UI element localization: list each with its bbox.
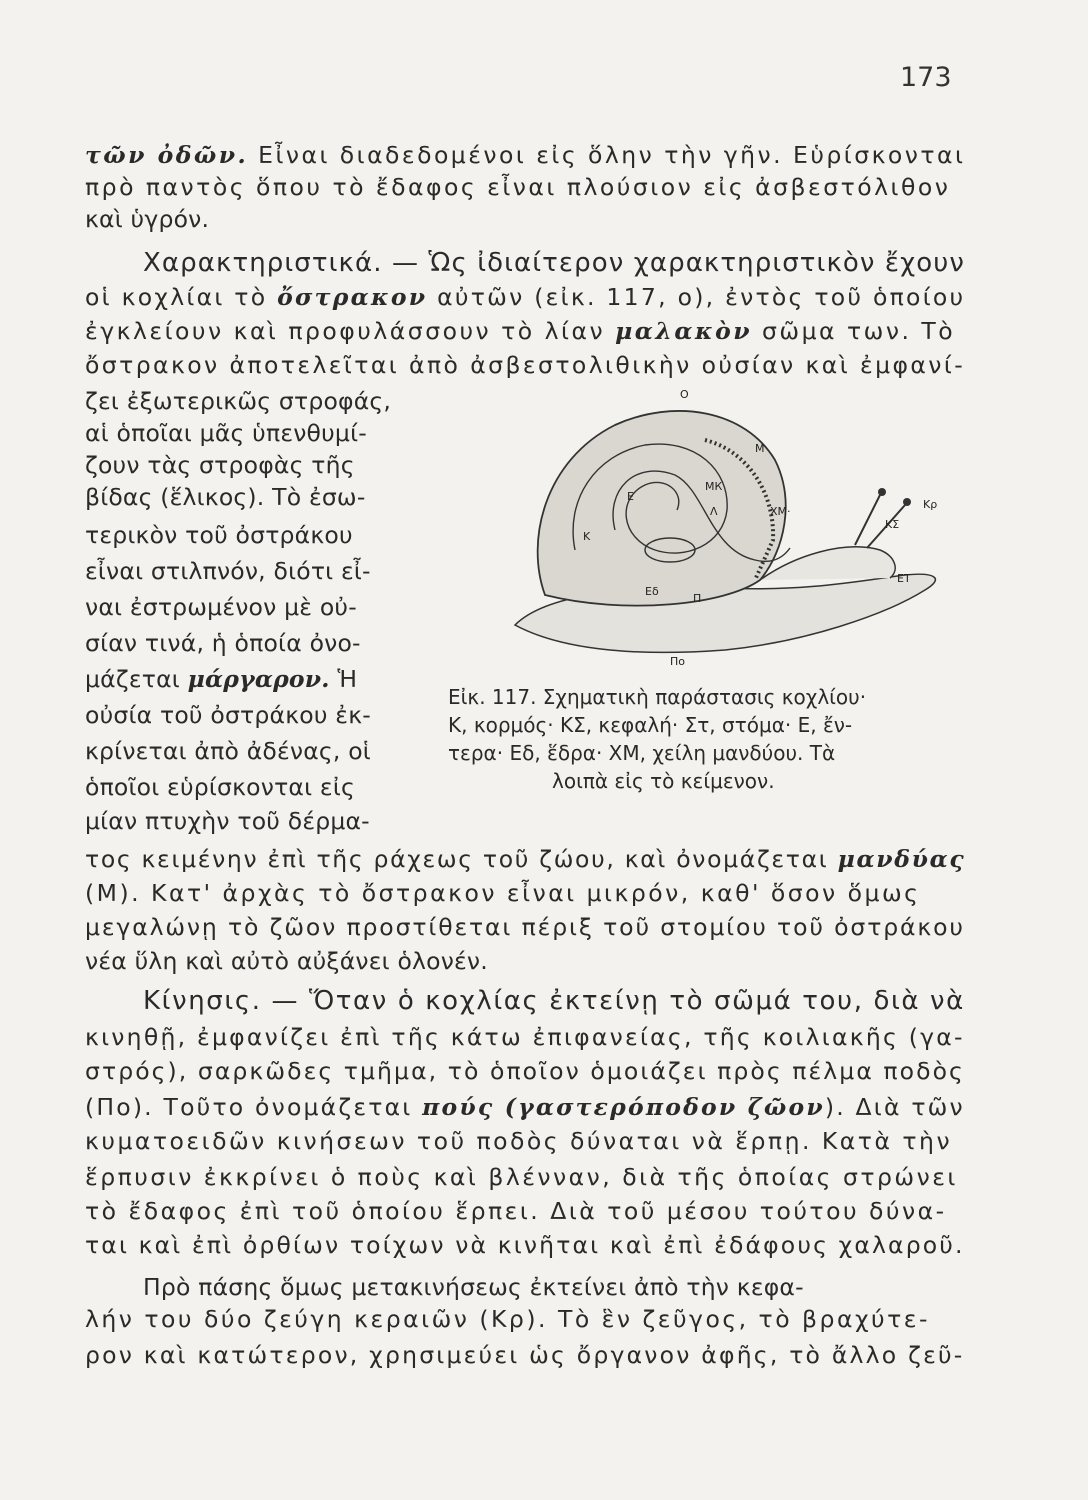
- text-run: ρον καὶ κατώτερον, χρησιμεύει ὡς ὄργανον ἀφῆς, τὸ ἄλλο ζεῦ-: [85, 1341, 965, 1369]
- text-line: [85, 204, 209, 234]
- text-line: [85, 1230, 965, 1260]
- emphasis-term: μανδύας: [837, 845, 966, 873]
- text-run: Πρὸ πάσης ὅμως μετακινήσεως ἐκτείνει ἀπὸ τὴν κεφα-: [143, 1273, 804, 1301]
- figure-caption-line: τερα· Εδ, ἕδρα· ΧΜ, χείλη μανδύου. Τὰ: [448, 741, 836, 765]
- figure-label-e: E: [627, 490, 634, 503]
- text-line: [85, 350, 965, 380]
- text-line: [85, 736, 371, 766]
- text-run: κινηθῇ, ἐμφανίζει ἐπὶ τῆς κάτω ἐπιφανείας, τῆς κοιλιακῆς (γα-: [85, 1023, 965, 1051]
- text-run: στρός), σαρκῶδες τμῆμα, τὸ ὁποῖον ὁμοιάζει πρὸς πέλμα ποδὸς: [85, 1057, 965, 1085]
- text-run: καὶ ὑγρόν.: [85, 205, 210, 233]
- emphasis-term: μάργαρον.: [187, 665, 330, 693]
- text-line: [85, 316, 955, 346]
- text-line: [85, 418, 367, 448]
- figure-label-l: Λ: [710, 505, 718, 518]
- text-line: [85, 1092, 965, 1122]
- figure-caption-line: λοιπὰ εἰς τὸ κείμενον.: [552, 769, 775, 793]
- text-run: ζει ἐξωτερικῶς στροφάς,: [85, 387, 392, 415]
- text-run: ναι ἐστρωμένον μὲ οὐ-: [85, 593, 357, 621]
- text-run: Εἶναι διαδεδομένοι εἰς ὅλην τὴν γῆν. Εὑρίσκονται: [248, 141, 966, 169]
- text-run: λήν του δύο ζεύγη κεραιῶν (Κρ). Τὸ ἓν ζεῦγος, τὸ βραχύτε-: [85, 1305, 930, 1333]
- text-run: κυματοειδῶν κινήσεων τοῦ ποδὸς δύναται νὰ ἕρπῃ. Κατὰ τὴν: [85, 1127, 953, 1155]
- text-run: ὄστρακον ἀποτελεῖται ἀπὸ ἀσβεστολιθικὴν οὐσίαν καὶ ἐμφανί-: [85, 351, 966, 379]
- text-line: [85, 450, 355, 480]
- text-line: [85, 1056, 965, 1086]
- text-run: αὐτῶν (εἰκ. 117, ο), ἐντὸς τοῦ ὁποίου: [427, 283, 966, 311]
- text-run: ται καὶ ἐπὶ ὀρθίων τοίχων νὰ κινῆται καὶ ἐπὶ ἐδάφους χαλαροῦ.: [85, 1231, 965, 1259]
- text-line: [85, 1304, 930, 1334]
- text-run: ἕρπυσιν ἐκκρίνει ὁ ποὺς καὶ βλένναν, διὰ τῆς ὁποίας στρώνει: [85, 1163, 958, 1191]
- text-line: [85, 1340, 965, 1370]
- text-run: Χαρακτηριστικά. — Ὡς ἰδιαίτερον χαρακτηριστικὸν ἔχουν: [143, 248, 965, 278]
- text-run: νέα ὕλη καὶ αὐτὸ αὐξάνει ὁλονέν.: [85, 947, 488, 975]
- text-run: σῶμα των. Τὸ: [752, 317, 956, 345]
- text-run: (Μ). Κατ' ἀρχὰς τὸ ὄστρακον εἶναι μικρόν, καθ' ὅσον ὅμως: [85, 879, 921, 907]
- text-run: ἐγκλείουν καὶ προφυλάσσουν τὸ λίαν: [85, 317, 616, 345]
- text-run: τὸ ἔδαφος ἐπὶ τοῦ ὁποίου ἕρπει. Διὰ τοῦ μέσου τούτου δύνα-: [85, 1197, 947, 1225]
- page-number: 173: [900, 62, 952, 93]
- text-line: [85, 172, 950, 202]
- text-line: [85, 664, 357, 694]
- text-line: [85, 878, 920, 908]
- figure-label-kr: Κρ: [923, 498, 938, 511]
- text-line: [85, 1126, 952, 1156]
- text-line: [143, 248, 965, 278]
- emphasis-term: ὄστρακον: [277, 283, 428, 311]
- text-run: οἱ κοχλίαι τὸ: [85, 283, 278, 311]
- figure-label-m: M: [755, 442, 765, 455]
- text-line: [85, 482, 366, 512]
- figure-label-xm: ΧΜ·: [770, 505, 791, 518]
- emphasis-term: μαλακὸν: [615, 317, 753, 345]
- text-run: σίαν τινά, ἡ ὁποία ὀνο-: [85, 629, 361, 657]
- text-line: [143, 1272, 804, 1302]
- figure-label-p: Π: [693, 592, 702, 605]
- figure-caption-line: Εἰκ. 117. Σχηματικὴ παράστασις κοχλίου·: [448, 685, 867, 709]
- text-line: [85, 1022, 965, 1052]
- text-run: εἶναι στιλπνόν, διότι εἶ-: [85, 557, 371, 585]
- text-run: Ἡ: [329, 665, 358, 693]
- text-run: ). Διὰ τῶν: [824, 1093, 965, 1121]
- text-run: πρὸ παντὸς ὅπου τὸ ἔδαφος εἶναι πλούσιον εἰς ἀσβεστόλιθον: [85, 173, 951, 201]
- figure-label-st: ΕΤ: [897, 572, 911, 585]
- text-line: [85, 844, 965, 874]
- text-line: [85, 520, 353, 550]
- figure-label-ed: Εδ: [645, 585, 659, 598]
- emphasis-term: πούς (γαστερόποδον ζῶον: [422, 1093, 825, 1121]
- text-line: [85, 1162, 958, 1192]
- text-run: Κίνησις. — Ὅταν ὁ κοχλίας ἐκτείνῃ τὸ σῶμά του, διὰ νὰ: [143, 986, 965, 1016]
- text-line: [85, 700, 371, 730]
- text-run: τερικὸν τοῦ ὀστράκου: [85, 521, 353, 549]
- text-line: [85, 912, 965, 942]
- figure-label-mk: МК: [705, 480, 723, 493]
- figure-label-o: O: [680, 388, 689, 401]
- text-line: [143, 986, 965, 1016]
- text-line: [85, 592, 357, 622]
- text-run: (Πο). Τοῦτο ὀνομάζεται: [85, 1093, 423, 1121]
- figure-caption-line: Κ, κορμός· ΚΣ, κεφαλή· Στ, στόμα· Ε, ἔν-: [448, 713, 853, 737]
- text-run: αἱ ὁποῖαι μᾶς ὑπενθυμί-: [85, 419, 367, 447]
- text-line: [85, 386, 391, 416]
- text-run: κρίνεται ἀπὸ ἀδένας, οἱ: [85, 737, 371, 765]
- figure-label-ks: ΚΣ: [885, 518, 900, 531]
- text-run: τος κειμένην ἐπὶ τῆς ράχεως τοῦ ζώου, καὶ ὀνομάζεται: [85, 845, 838, 873]
- figure-label-k: Κ: [583, 530, 591, 543]
- text-run: οὐσία τοῦ ὀστράκου ἐκ-: [85, 701, 371, 729]
- text-line: [85, 772, 355, 802]
- snail-shell: [538, 411, 786, 606]
- emphasis-term: τῶν ὀδῶν.: [85, 141, 249, 169]
- text-line: [85, 140, 965, 170]
- text-run: ὁποῖοι εὑρίσκονται εἰς: [85, 773, 355, 801]
- text-run: μάζεται: [85, 665, 188, 693]
- text-line: [85, 556, 371, 586]
- text-line: [85, 282, 965, 312]
- figure-label-po: Πο: [670, 655, 686, 668]
- text-run: μεγαλώνῃ τὸ ζῶον προστίθεται πέριξ τοῦ στομίου τοῦ ὀστράκου: [85, 913, 965, 941]
- text-line: [85, 1196, 947, 1226]
- text-line: [85, 946, 488, 976]
- text-run: ζουν τὰς στροφὰς τῆς: [85, 451, 355, 479]
- text-line: [85, 628, 361, 658]
- snail-figure: [505, 380, 975, 680]
- text-run: βίδας (ἕλικος). Τὸ ἐσω-: [85, 483, 366, 511]
- text-line: [85, 806, 370, 836]
- text-run: μίαν πτυχὴν τοῦ δέρμα-: [85, 807, 370, 835]
